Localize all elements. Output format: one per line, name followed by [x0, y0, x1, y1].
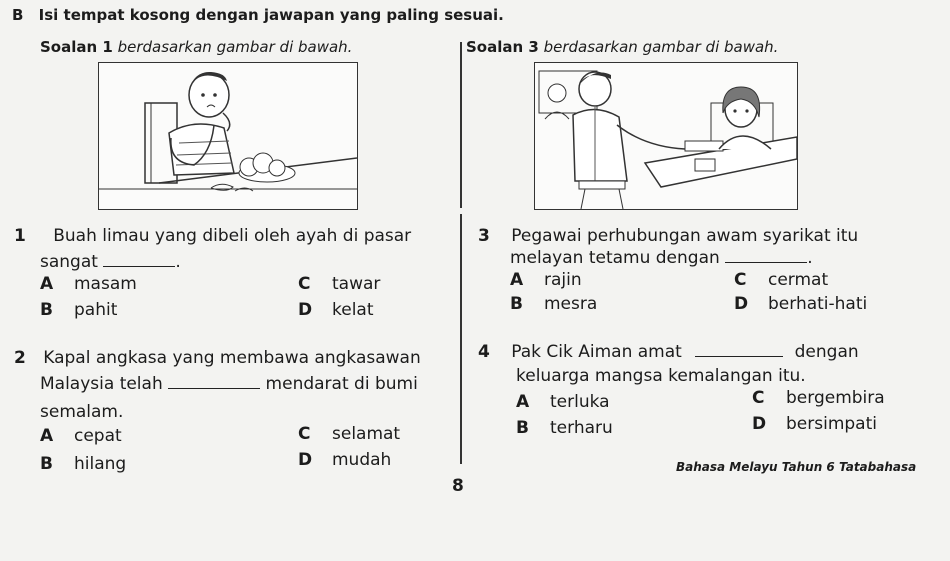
option-text: bergembira	[786, 388, 885, 408]
question-3-line-1	[478, 226, 858, 246]
option-text: terluka	[550, 392, 610, 412]
question-4-line-1	[478, 342, 859, 362]
option-text: bersimpati	[786, 414, 877, 434]
question-3-text-2: melayan tetamu dengan	[510, 248, 720, 268]
option-text: mesra	[544, 294, 598, 314]
question-1-option-a	[40, 274, 137, 294]
option-letter: D	[752, 414, 767, 434]
book-footer: Bahasa Melayu Tahun 6 Tatabahasa	[676, 460, 917, 474]
question-2-blank	[168, 374, 260, 389]
option-letter: A	[516, 392, 530, 412]
question-3-text-1: Pegawai perhubungan awam syarikat itu	[511, 226, 859, 246]
section-instruction: Isi tempat kosong dengan jawapan yang paling sesuai.	[38, 6, 504, 24]
option-text: mudah	[332, 450, 392, 470]
column-divider-top	[460, 42, 462, 208]
option-letter: D	[298, 300, 313, 320]
boy-eating-orange-drawing	[99, 63, 357, 209]
question-2-text-3: semalam.	[40, 402, 124, 422]
question-1-text-1: Buah limau yang dibeli oleh ayah di pasar	[53, 226, 412, 246]
question-3-option-d	[734, 294, 867, 314]
question-2-option-c	[298, 424, 400, 444]
option-letter: D	[298, 450, 313, 470]
question-4-text-2: keluarga mangsa kemalangan itu.	[516, 366, 806, 386]
office-reception-drawing	[535, 63, 797, 209]
question-4-end: dengan	[794, 342, 859, 362]
question-3-option-a	[510, 270, 582, 290]
boy-eating-orange-illustration	[98, 62, 358, 210]
soalan3-caption-rest: berdasarkan gambar di bawah.	[538, 38, 779, 56]
option-text: hilang	[74, 454, 127, 474]
question-4-blank	[695, 342, 783, 357]
question-2-number: 2	[14, 348, 26, 368]
soalan1-caption-rest: berdasarkan gambar di bawah.	[112, 38, 353, 56]
question-2-text-2a: Malaysia telah	[40, 374, 163, 394]
question-1-text-2: sangat	[40, 252, 98, 272]
section-header	[12, 6, 504, 24]
question-2-option-d	[298, 450, 391, 470]
question-3-end: .	[807, 248, 813, 268]
question-1-line-2	[40, 252, 181, 272]
question-2-line-2	[40, 374, 418, 394]
option-text: cermat	[768, 270, 829, 290]
option-text: terharu	[550, 418, 613, 438]
question-2-option-a	[40, 426, 122, 446]
option-letter: D	[734, 294, 749, 314]
option-letter: C	[734, 270, 747, 290]
option-text: pahit	[74, 300, 118, 320]
question-2-text-1: Kapal angkasa yang membawa angkasawan	[43, 348, 421, 368]
question-4-option-b	[516, 418, 613, 438]
question-3-blank	[725, 248, 807, 263]
option-letter: B	[516, 418, 529, 438]
option-letter: C	[298, 274, 311, 294]
question-2-line-3	[40, 402, 123, 422]
question-4-option-d	[752, 414, 877, 434]
question-4-line-2	[516, 366, 806, 386]
question-3-number: 3	[478, 226, 490, 246]
soalan3-caption-bold: Soalan 3	[466, 38, 539, 56]
question-4-number: 4	[478, 342, 490, 362]
option-letter: C	[752, 388, 765, 408]
soalan1-caption	[40, 38, 352, 56]
question-4-text-1: Pak Cik Aiman amat	[511, 342, 682, 362]
question-2-text-2b: mendarat di bumi	[265, 374, 418, 394]
option-text: cepat	[74, 426, 122, 446]
option-text: rajin	[544, 270, 582, 290]
option-letter: A	[40, 426, 54, 446]
option-letter: A	[510, 270, 524, 290]
question-1-blank	[103, 252, 175, 267]
option-letter: B	[510, 294, 523, 314]
option-text: berhati-hati	[768, 294, 868, 314]
question-4-option-c	[752, 388, 885, 408]
question-1-line-1	[14, 226, 411, 246]
question-1-option-c	[298, 274, 380, 294]
option-text: masam	[74, 274, 137, 294]
option-text: selamat	[332, 424, 401, 444]
option-letter: A	[40, 274, 54, 294]
question-4-option-a	[516, 392, 610, 412]
option-letter: B	[40, 454, 53, 474]
option-letter: C	[298, 424, 311, 444]
section-letter: B	[12, 6, 24, 24]
option-letter: B	[40, 300, 53, 320]
question-1-end: .	[175, 252, 181, 272]
question-1-option-d	[298, 300, 374, 320]
question-3-option-b	[510, 294, 597, 314]
public-relations-officer-illustration	[534, 62, 798, 210]
page-number: 8	[452, 476, 464, 496]
question-2-option-b	[40, 454, 126, 474]
question-1-option-b	[40, 300, 117, 320]
question-3-line-2	[510, 248, 813, 268]
soalan3-caption	[466, 38, 778, 56]
question-3-option-c	[734, 270, 828, 290]
option-text: kelat	[332, 300, 374, 320]
soalan1-caption-bold: Soalan 1	[40, 38, 113, 56]
column-divider-bottom	[460, 214, 462, 464]
option-text: tawar	[332, 274, 381, 294]
question-1-number: 1	[14, 226, 26, 246]
question-2-line-1	[14, 348, 421, 368]
